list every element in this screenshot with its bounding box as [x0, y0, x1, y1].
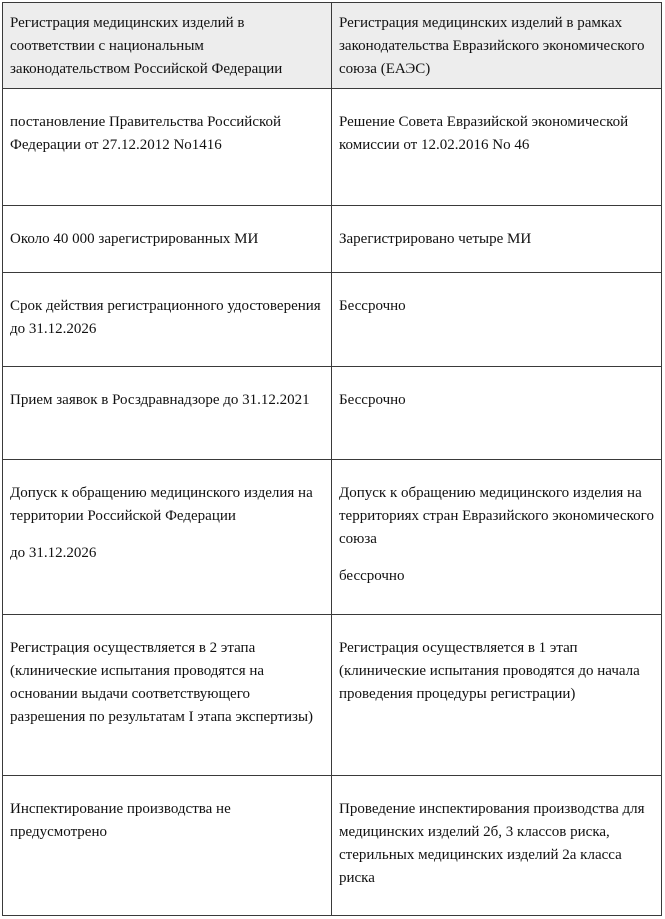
cell-national-extra: до 31.12.2026 — [10, 545, 97, 561]
cell-eaeu-text: Регистрация осуществляется в 1 этап (клинические испытания проводятся до начала проведения процедуры регистрации) — [339, 640, 640, 702]
cell-eaeu-text: Проведение инспектирования производства для медицинских изделий 2б, 3 классов риска, стерильных медицинских изделий 2а класса риска — [339, 801, 645, 886]
cell-eaeu — [332, 615, 662, 776]
table-row — [3, 89, 662, 206]
header-eaeu-text: Регистрация медицинских изделий в рамках законодательства Евразийского экономического союза (ЕАЭС) — [339, 15, 645, 77]
cell-eaeu — [332, 776, 662, 916]
table-row — [3, 776, 662, 916]
table-row — [3, 460, 662, 615]
cell-national — [3, 206, 332, 273]
cell-eaeu-text: Решение Совета Евразийской экономической комиссии от 12.02.2016 No 46 — [339, 114, 629, 153]
cell-national-text: Срок действия регистрационного удостоверения до 31.12.2026 — [10, 298, 321, 337]
cell-eaeu — [332, 273, 662, 367]
cell-eaeu-text: Бессрочно — [339, 298, 406, 314]
table-row — [3, 206, 662, 273]
cell-national — [3, 273, 332, 367]
cell-eaeu — [332, 89, 662, 206]
table-row — [3, 367, 662, 460]
cell-eaeu-extra: бессрочно — [339, 568, 405, 584]
cell-national — [3, 615, 332, 776]
cell-national-text: Регистрация осуществляется в 2 этапа (клинические испытания проводятся на основании выдачи соответствующего разрешения по результатам I этапа экспертизы) — [10, 640, 314, 725]
cell-eaeu-text: Допуск к обращению медицинского изделия на территориях стран Евразийского экономического союза — [339, 485, 654, 547]
cell-eaeu-text: Бессрочно — [339, 392, 406, 408]
cell-national-text: Инспектирование производства не предусмотрено — [10, 801, 231, 840]
cell-national-text: Допуск к обращению медицинского изделия на территории Российской Федерации — [10, 485, 313, 524]
table-row — [3, 615, 662, 776]
cell-national — [3, 367, 332, 460]
cell-national — [3, 89, 332, 206]
comparison-table — [2, 2, 662, 916]
table-header-row — [3, 3, 662, 89]
cell-national — [3, 460, 332, 615]
cell-eaeu — [332, 206, 662, 273]
table-row — [3, 273, 662, 367]
cell-eaeu — [332, 460, 662, 615]
header-national-cell — [3, 3, 332, 89]
header-eaeu-cell — [332, 3, 662, 89]
cell-national-text: Около 40 000 зарегистрированных МИ — [10, 231, 259, 247]
header-national-text: Регистрация медицинских изделий в соответствии с национальным законодательством Российской Федерации — [10, 15, 283, 77]
cell-national-text: Прием заявок в Росздравнадзоре до 31.12.2021 — [10, 392, 310, 408]
cell-eaeu — [332, 367, 662, 460]
cell-national-text: постановление Правительства Российской Федерации от 27.12.2012 No1416 — [10, 114, 282, 153]
cell-national — [3, 776, 332, 916]
cell-eaeu-text: Зарегистрировано четыре МИ — [339, 231, 532, 247]
